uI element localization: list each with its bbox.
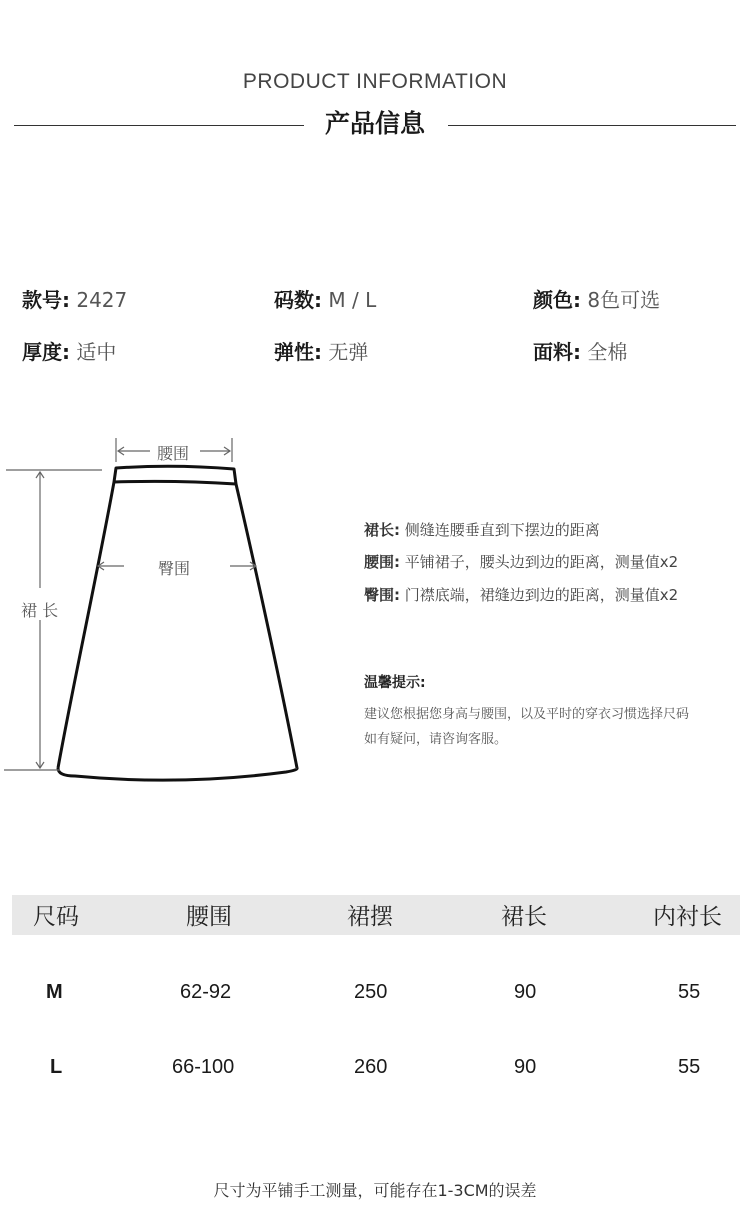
spec-value: 无弹 [328,340,369,364]
table-header-hem: 裙摆 [347,904,393,930]
table-cell: 55 [678,1056,701,1078]
spec-sizes [274,284,376,313]
table-cell: 90 [514,981,537,1003]
spec-label: 面料: [533,340,581,364]
spec-value: 适中 [76,340,117,364]
divider-right [448,125,736,126]
waist-label: 腰围 [157,444,190,463]
spec-colors [533,284,660,313]
tip-line-1: 建议您根据您身高与腰围，以及平时的穿衣习惯选择尺码 [364,707,690,722]
note-text: 门襟底端，裙缝边到边的距离，测量值x2 [404,586,679,604]
tip-title: 温馨提示: [364,675,426,691]
skirt-outline [58,466,297,780]
spec-value: 2427 [76,288,128,312]
spec-label: 颜色: [533,288,581,312]
table-cell: 250 [354,981,388,1003]
table-header-lining: 内衬长 [653,904,722,930]
spec-label: 款号: [22,288,70,312]
measurement-disclaimer: 尺寸为平铺手工测量，可能存在1-3CM的误差 [213,1181,537,1200]
spec-value: M / L [328,288,377,312]
tip-line-2: 如有疑问，请咨询客服。 [364,732,508,747]
table-header-waist: 腰围 [186,904,232,930]
table-cell: L [50,1056,63,1078]
table-cell: 90 [514,1056,537,1078]
table-cell: 66-100 [172,1056,235,1078]
note-label: 臀围: [364,586,400,604]
table-cell: M [46,981,63,1003]
table-header-length: 裙长 [501,904,547,930]
note-hip [364,584,678,605]
note-label: 裙长: [364,521,400,539]
spec-thickness [22,336,116,365]
title-chinese: 产品信息 [324,109,425,138]
table-header-size: 尺码 [33,904,79,930]
spec-value: 8色可选 [587,288,661,312]
spec-label: 厚度: [22,340,70,364]
note-text: 平铺裙子，腰头边到边的距离，测量值x2 [404,553,679,571]
table-cell: 55 [678,981,701,1003]
spec-fabric [533,336,627,365]
title-english: PRODUCT INFORMATION [242,70,508,93]
note-waist [364,551,678,572]
table-cell: 260 [354,1056,388,1078]
hip-label: 臀围 [158,559,191,578]
note-text: 侧缝连腰垂直到下摆边的距离 [404,521,600,539]
spec-elasticity [274,336,368,365]
spec-style-no [22,284,127,313]
note-label: 腰围: [364,553,400,571]
spec-value: 全棉 [587,340,628,364]
spec-label: 弹性: [274,340,322,364]
spec-label: 码数: [274,288,322,312]
table-cell: 62-92 [180,981,232,1003]
note-length [364,519,600,540]
length-label: 裙 长 [21,601,59,620]
